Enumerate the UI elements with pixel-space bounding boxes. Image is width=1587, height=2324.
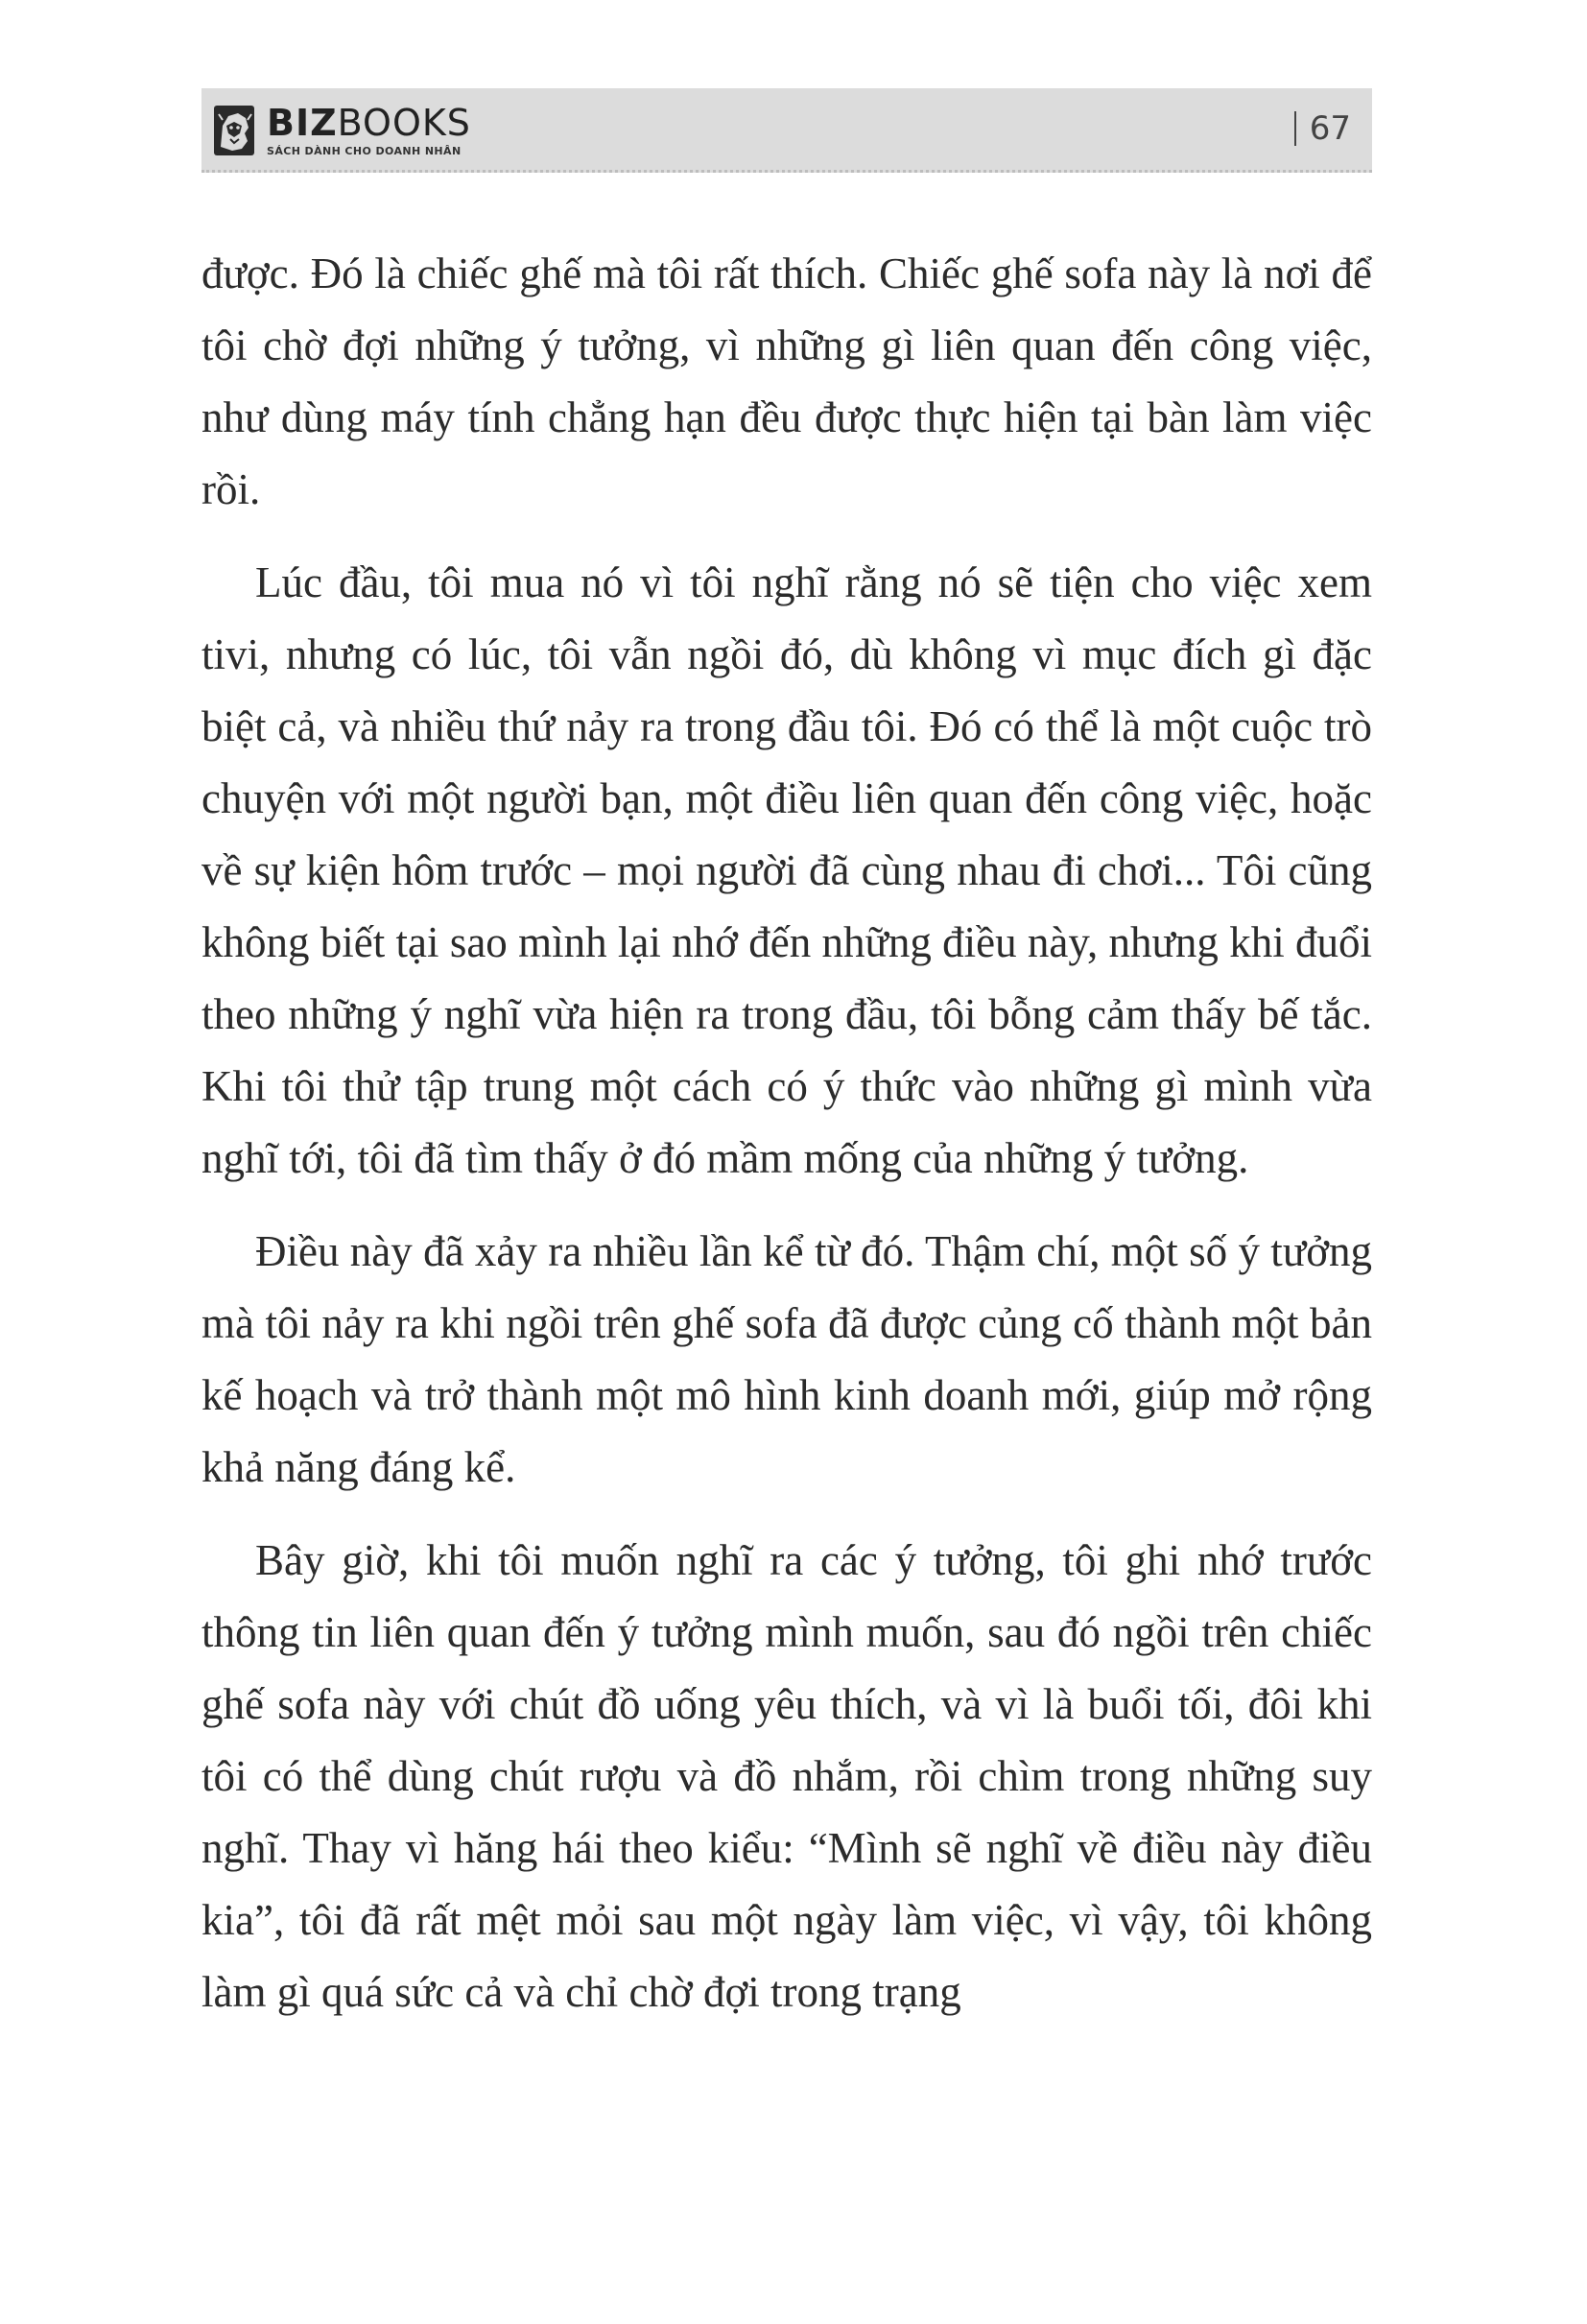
paragraph-4: Bây giờ, khi tôi muốn nghĩ ra các ý tưởng, tôi ghi nhớ trước thông tin liên quan đến ý tưởng mình muốn, sau đó ngồi trên chiếc ghế sofa này với chút đồ uống yêu thích, và vì là buổi tối, đôi khi tôi có thể dùng chút rượu và đồ nhắm, rồi chìm trong những suy nghĩ. Thay vì hăng hái theo kiểu: “Mình sẽ nghĩ về điều này điều kia”, tôi đã rất mệt mỏi sau một ngày làm việc, vì vậy, tôi không làm gì quá sức cả và chỉ chờ đợi trong trạng [201,1536,1372,2016]
brand-name [267,101,471,144]
page-number-divider [1294,111,1296,146]
paragraph-2: Lúc đầu, tôi mua nó vì tôi nghĩ rằng nó sẽ tiện cho việc xem tivi, nhưng có lúc, tôi vẫn ngồi đó, dù không vì mục đích gì đặc biệt cả, và nhiều thứ nảy ra trong đầu tôi. Đó có thể là một cuộc trò chuyện với một người bạn, một điều liên quan đến công việc, hoặc về sự kiện hôm trước – mọi người đã cùng nhau đi chơi... Tôi cũng không biết tại sao mình lại nhớ đến những điều này, nhưng khi đuổi theo những ý nghĩ vừa hiện ra trong đầu, tôi bỗng cảm thấy bế tắc. Khi tôi thử tập trung một cách có ý thức vào những gì mình vừa nghĩ tới, tôi đã tìm thấy ở đó mầm mống của những ý tưởng. [201,558,1372,1182]
paragraph-3: Điều này đã xảy ra nhiều lần kể từ đó. Thậm chí, một số ý tưởng mà tôi nảy ra khi ngồi trên ghế sofa đã được củng cố thành một bản kế hoạch và trở thành một mô hình kinh doanh mới, giúp mở rộng khả năng đáng kể. [201,1227,1372,1491]
page-number-value: 67 [1309,109,1351,148]
running-header [201,88,1372,173]
brand-light: BOOKS [337,101,471,144]
brand-tagline: SÁCH DÀNH CHO DOANH NHÂN [267,144,462,157]
paragraph-1: được. Đó là chiếc ghế mà tôi rất thích. Chiếc ghế sofa này là nơi để tôi chờ đợi những ý tưởng, vì những gì liên quan đến công việc, như dùng máy tính chẳng hạn đều được thực hiện tại bàn làm việc rồi. [201,249,1372,513]
page-number [1294,109,1351,148]
publisher-logo [213,98,471,163]
lion-head-icon [213,105,255,156]
body-text [201,238,1372,2028]
brand-bold: BIZ [267,101,338,144]
